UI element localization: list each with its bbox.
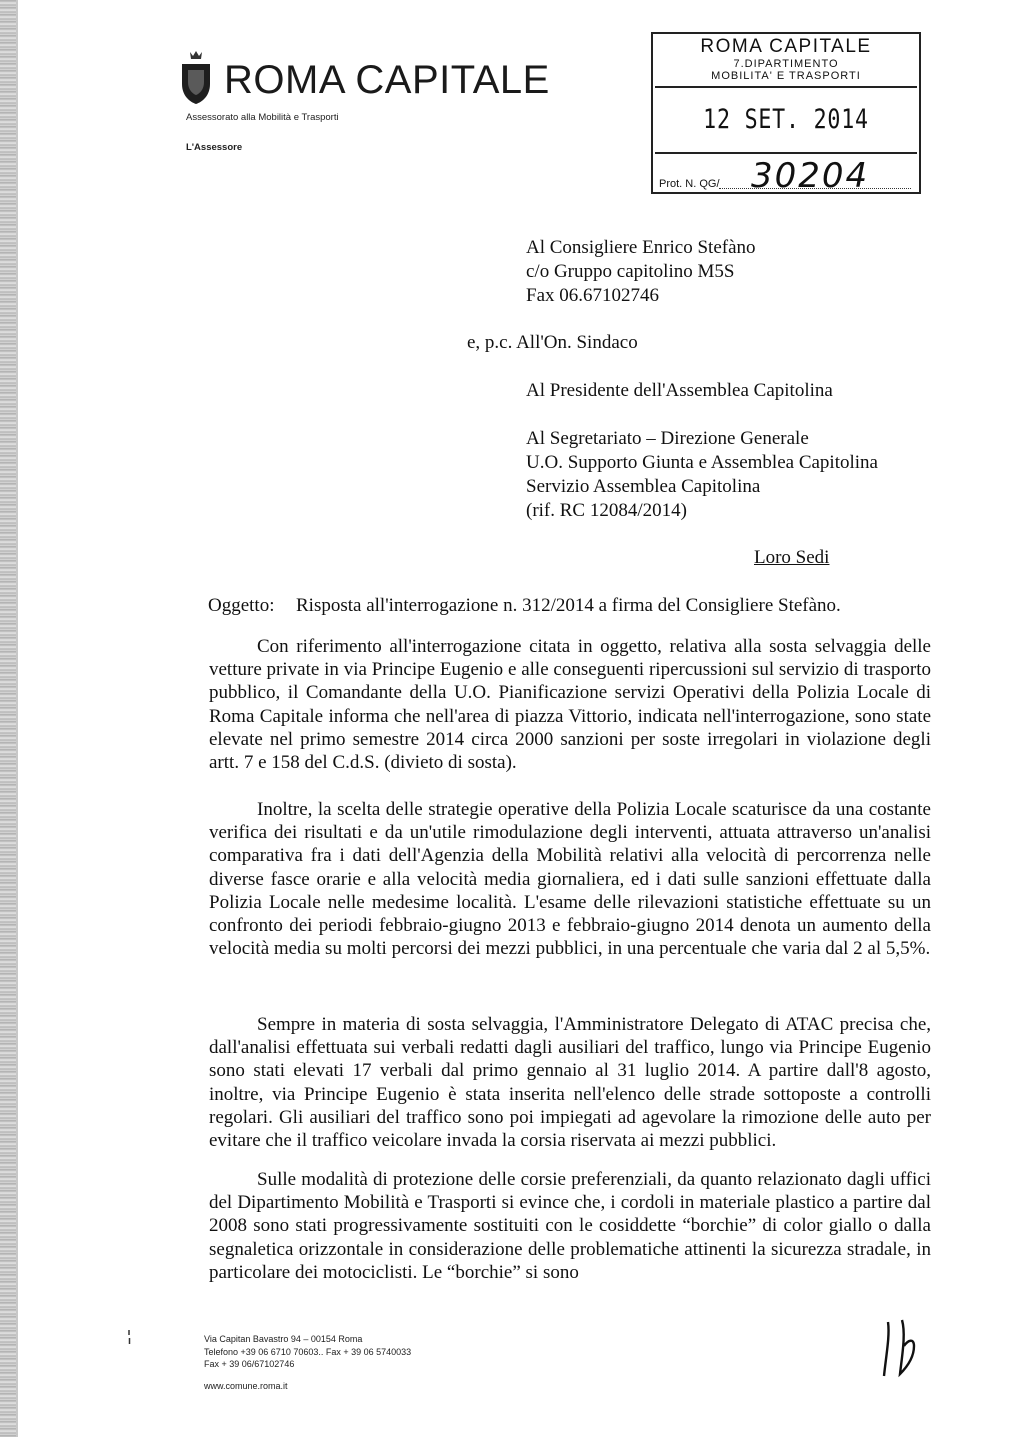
cc-line: e, p.c. All'On. Sindaco: [467, 332, 638, 353]
stamp-dept: 7.DIPARTIMENTO: [733, 58, 839, 70]
protocol-number: 30204: [751, 156, 870, 196]
signature-initials: [880, 1316, 920, 1380]
role-title: L'Assessore: [186, 142, 243, 153]
body-paragraph: Sempre in materia di sosta selvaggia, l'Amministratore Delegato di ATAC precisa che, dall'analisi effettuata sui verbali redatti dagli ausiliari del traffico, lungo via Principe Eugenio sono stati elevati 17 verbali dal primo gennaio al 31 luglio 2014. A partire dall'8 agosto, inoltre, via Principe Eugenio è stata inserita nell'elenco delle strade sottoposte a controlli regolari. Gli ausiliari del traffico sono poi impiegati ad agevolare la rimozione delle auto per evitare che il traffico veicolare invada la corsia riservata ai mezzi pubblici.: [209, 1014, 931, 1152]
body-paragraph: Con riferimento all'interrogazione citata in oggetto, relativa alla sosta selvaggia delle vetture private in via Principe Eugenio e alle conseguenti ripercussioni sul servizio di trasporto pubblico, il Comandante della U.O. Pianificazione servizi Operativi della Polizia Locale di Roma Capitale informa che nell'area di piazza Vittorio, indicata nell'interrogazione, sono state elevate nel primo semestre 2014 circa 2000 sanzioni per soste irregolari in violazione degli artt. 7 e 158 del C.d.S. (divieto di sosta).: [209, 636, 931, 774]
roma-shield-icon: [176, 50, 216, 106]
scan-edge-line: [16, 0, 18, 1437]
scan-edge: [0, 0, 16, 1437]
recipient-line: Al Consigliere Enrico Stefàno: [526, 237, 756, 258]
subject-text: Risposta all'interrogazione n. 312/2014 a firma del Consigliere Stefàno.: [296, 595, 841, 616]
footer-address: Via Capitan Bavastro 94 – 00154 Roma: [204, 1334, 363, 1344]
org-name: ROMA CAPITALE: [224, 58, 550, 102]
stamp-rule: [655, 86, 917, 88]
stamp-rule: [655, 152, 917, 154]
stamp-title: ROMA CAPITALE: [700, 36, 872, 57]
department-name: Assessorato alla Mobilità e Trasporti: [186, 112, 339, 123]
subject-label: Oggetto:: [208, 595, 275, 616]
body-paragraph: Inoltre, la scelta delle strategie operative della Polizia Locale scaturisce da una costante verifica dei risultati e da un'utile rimodulazione degli interventi, attuata attraverso un'analisi comparativa fra i dati dell'Agenzia della Mobilità relativi alla velocità di percorrenza nelle diverse fasce orarie e alla velocità media giornaliera, ed i dati sulle sanzioni effettuate dalla Polizia Locale nelle medesime località. L'esame delle rilevazioni statistiche effettuate su un confronto dei periodi febbraio-giugno 2013 e febbraio-giugno 2014 denota un aumento della velocità media su molti percorsi dei mezzi pubblici, in una percentuale che varia dal 2 al 5,5%.: [209, 799, 931, 960]
recipient-line: U.O. Supporto Giunta e Assemblea Capitolina: [526, 452, 878, 473]
body-paragraph: Sulle modalità di protezione delle corsie preferenziali, da quanto relazionato dagli uffici del Dipartimento Mobilità e Trasporti si evince che, i cordoli in materiale plastico a partire dal 2008 sono stati progressivamente sostituiti con le cosiddette “borchie” di color giallo o dalla segnaletica orizzontale in considerazione delle problematiche attinenti la sicurezza stradale, in particolare dei motociclisti. Le “borchie” si sono: [209, 1169, 931, 1283]
footer-fax: Fax + 39 06/67102746: [204, 1359, 295, 1369]
binding-mark: [128, 1330, 131, 1344]
recipient-line: Al Presidente dell'Assemblea Capitolina: [526, 380, 833, 401]
recipient-line: Fax 06.67102746: [526, 285, 659, 306]
footer-website: www.comune.roma.it: [204, 1381, 288, 1391]
footer-phone: Telefono +39 06 6710 70603.. Fax + 39 06 5740033: [204, 1347, 412, 1357]
stamp-date: 12 SET. 2014: [703, 104, 869, 135]
recipient-line: c/o Gruppo capitolino M5S: [526, 261, 735, 282]
recipient-line: Servizio Assemblea Capitolina: [526, 476, 761, 497]
loro-sedi: Loro Sedi: [754, 547, 830, 568]
protocol-label: Prot. N. QG/: [659, 178, 720, 190]
protocol-stamp: [651, 32, 921, 194]
recipient-line: (rif. RC 12084/2014): [526, 500, 687, 521]
recipient-line: Al Segretariato – Direzione Generale: [526, 428, 809, 449]
stamp-division: MOBILITA' E TRASPORTI: [711, 70, 861, 82]
